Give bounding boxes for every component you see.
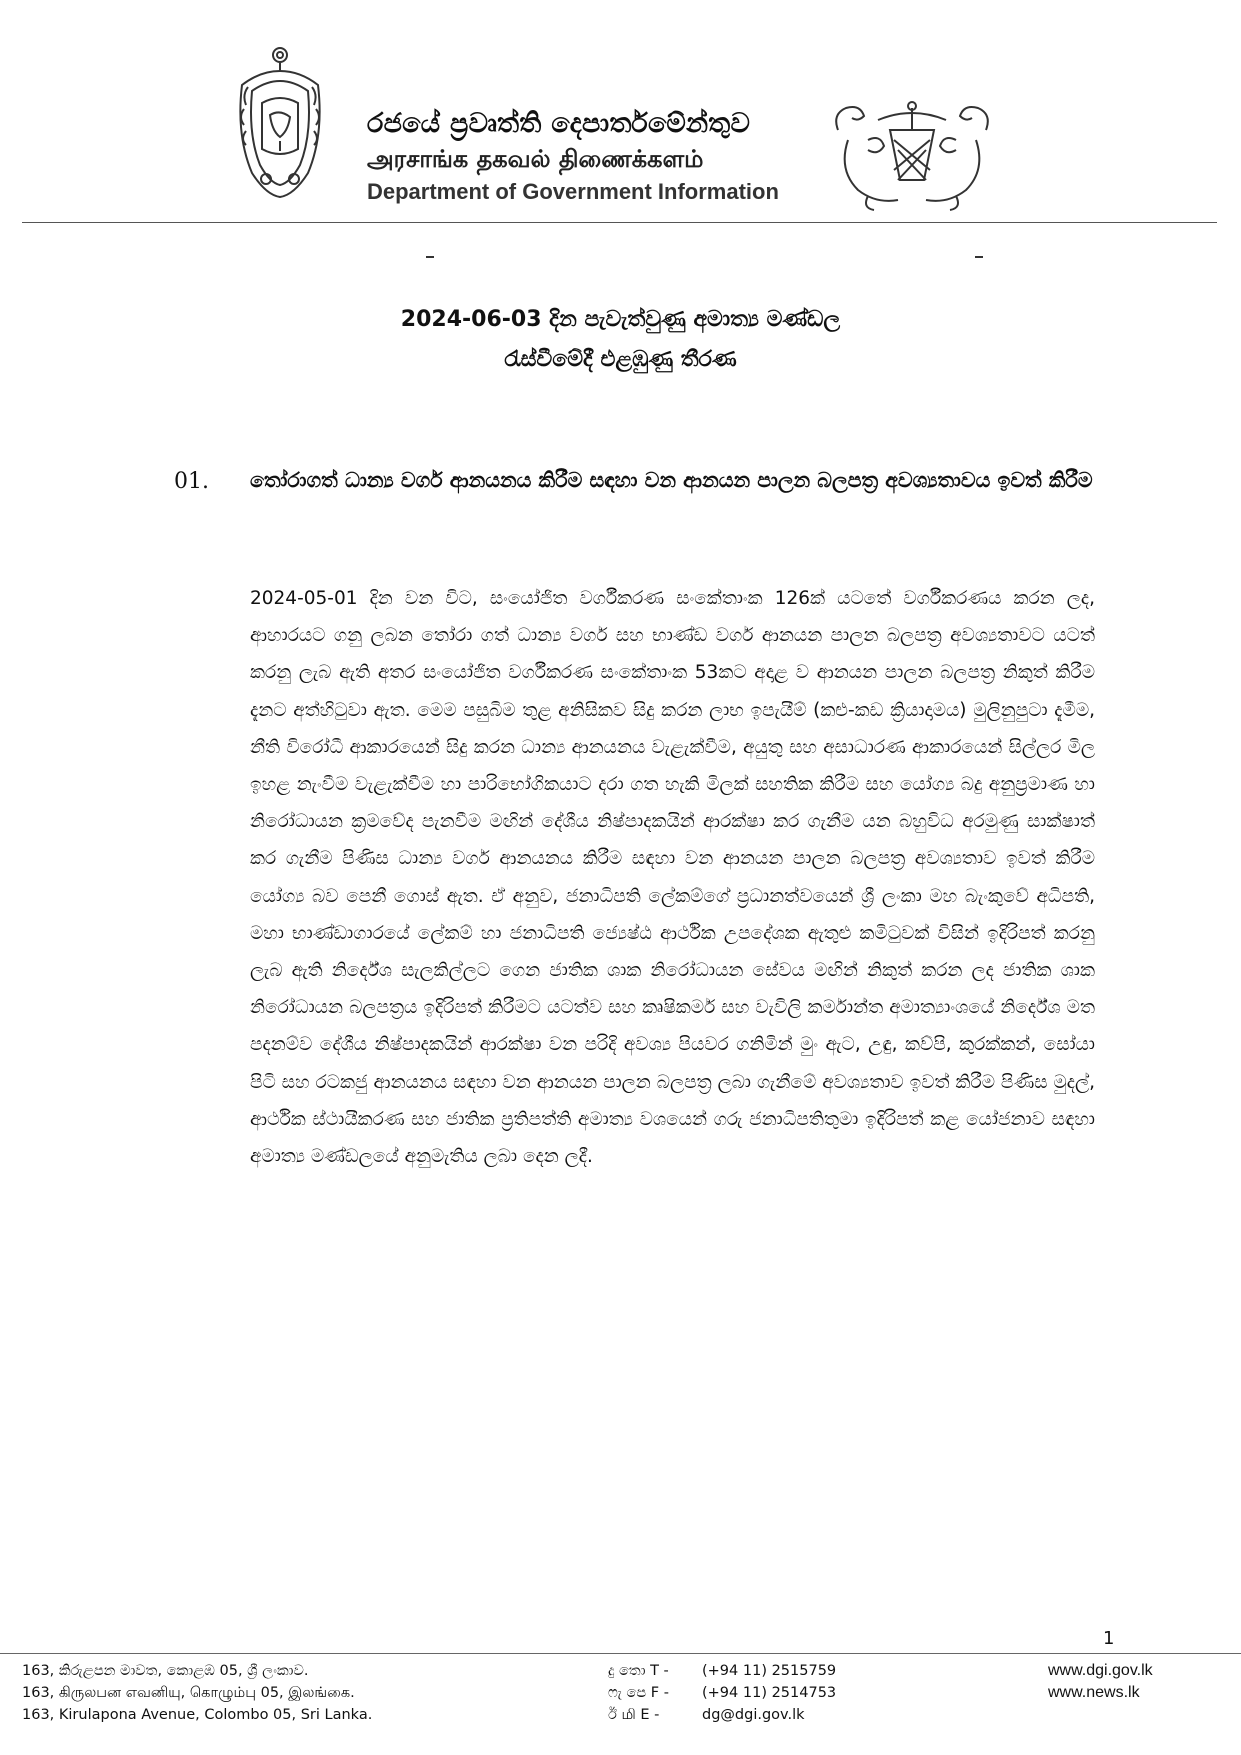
address-tamil: 163, கிருலபன எவனியு, கொழும்பு 05, இலங்கை.: [22, 1685, 355, 1701]
footer-divider: [0, 1653, 1241, 1654]
department-name: [367, 106, 817, 208]
fax-label: ෆැ පෙ F -: [608, 1685, 669, 1701]
footer-address: [22, 1660, 372, 1726]
header-divider: [22, 222, 1217, 223]
phone-number: (+94 11) 2515759: [702, 1663, 837, 1679]
org-name-sinhala: රජයේ ප්‍රවෘත්ති දෙපාර්තමේන්තුව: [367, 108, 751, 139]
footer-contact: [608, 1660, 836, 1726]
item-heading: තෝරාගත් ධාන්‍ය වර්ග ආනයනය කිරීම සඳහා වන ආනයන පාලන බලපත්‍ර අවශ්‍යතාවය ඉවත් කිරීම: [250, 468, 1093, 492]
email-address: dg@dgi.gov.lk: [702, 1707, 805, 1723]
email-row: [608, 1704, 836, 1726]
website-dgi-link[interactable]: www.dgi.gov.lk: [1048, 1662, 1153, 1679]
item-body: 2024-05-01 දින වන විට, සංයෝජිත වර්ගීකරණ සංකේතාංක 126ක් යටතේ වර්ගීකරණය කරන ලද, ආහාරයට ගනු ලබන තෝරා ගත් ධාන්‍ය වර්ග සහ භාණ්ඩ වර්ග ආනයන පාලන බලපත්‍ර අවශ්‍යතාවට යටත් කරනු ලැබ ඇති අතර සංයෝජිත වර්ගීකරණ සංකේතාංක 53කට අදාළ ව ආනයන පාලන බලපත්‍ර නිකුත් කිරීම දැනට අත්හිටුවා ඇත. මෙම පසුබිම තුළ අනිසිකව සිදු කරන ලාභ ඉපැයීම් (කළු-කඩ ක්‍රියාදාමය) මුලිනුපුටා දැමීම, නීති විරෝධී ආකාරයෙන් සිදු කරන ධාන්‍ය ආනයනය වැළැක්වීම, අයුතු සහ අසාධාරණ ආකාරයෙන් සිල්ලර මිල ඉහළ නැංවීම වැළැක්වීම හා පාරිභෝගිකයාට දරා ගත හැකි මිලක් සහතික කිරීම සහ යෝග්‍ය බදු අනුප්‍රමාණ හා නිරෝධායන ක්‍රමවේද පැනවීම මඟින් දේශීය නිෂ්පාදකයින් ආරක්ෂා කර ගැනීම යන බහුවිධ අරමුණු සාක්ෂාත් කර ගැනීම පිණිස ධාන්‍ය වර්ග ආනයනය කිරීම සඳහා වන ආනයන පාලන බලපත්‍ර අවශ්‍යතාව ඉවත් කිරීම යෝග්‍ය බව පෙනී ගොස් ඇත. ඒ අනුව, ජනාධිපති ලේකම්ගේ ප්‍රධානත්වයෙන් ශ්‍රී ලංකා මහ බැංකුවේ අධිපති, මහා භාණ්ඩාගාරයේ ලේකම් හා ජනාධිපති ජ්‍යෙෂ්ඨ ආර්ථික උපදේශක ඇතුළු කමිටුවක් විසින් ඉදිරිපත් කරනු ලැබ ඇති නිර්දේශ සැලකිල්ලට ගෙන ජාතික ශාක නිරෝධායන සේවය මඟින් නිකුත් කරන ලද ජාතික ශාක නිරෝධායන බලපත්‍රය ඉදිරිපත් කිරීමට යටත්ව සහ කෘෂිකර්ම සහ වැවිලි කර්මාන්ත අමාත්‍යාංශයේ නිර්දේශ මත පදනම්ව දේශීය නිෂ්පාදකයින් ආරක්ෂා වන පරිදි අවශ්‍ය පියවර ගනිමින් මුං ඇට, උඳු, කව්පි, කුරක්කන්, සෝයා පිටි සහ රටකජු ආනයනය සඳහා වන ආනයන පාලන බලපත්‍ර ලබා ගැනීමේ අවශ්‍යතාව ඉවත් කිරීම පිණිස මුදල්, ආර්ථික ස්ථායීකරණ සහ ජාතික ප්‍රතිපත්ති අමාත්‍ය වශයෙන් ගරු ජනාධිපතිතුමා ඉදිරිපත් කළ යෝජනාව සඳහා අමාත්‍ය මණ්ඩලයේ අනුමැතිය ලබා දෙන ලදී.: [250, 588, 1095, 1168]
document-title: [0, 300, 1241, 380]
fax-number: (+94 11) 2514753: [702, 1685, 837, 1701]
org-name-english: Department of Government Information: [367, 179, 779, 204]
title-line-1: 2024-06-03 දින පැවැත්වුණු අමාත්‍ය මණ්ඩල: [400, 307, 841, 332]
fax-row: [608, 1682, 836, 1704]
address-sinhala: 163, කිරුළපන මාවත, කොළඹ 05, ශ්‍රී ලංකාව.: [22, 1663, 309, 1679]
kandyan-ornament-icon: [828, 100, 996, 212]
website-news-link[interactable]: www.news.lk: [1048, 1684, 1140, 1701]
letterhead: [0, 0, 1241, 228]
address-english: 163, Kirulapona Avenue, Colombo 05, Sri Lanka.: [22, 1707, 373, 1723]
title-line-2: රැස්වීමේදී එළඹුණු තීරණ: [504, 347, 737, 372]
divider-dash: [975, 256, 983, 258]
sri-lanka-emblem-icon: [222, 45, 338, 205]
page-number: 1: [1103, 1628, 1115, 1649]
phone-row: [608, 1660, 836, 1682]
phone-label: දු තො T -: [608, 1663, 669, 1679]
email-label: ඊ மி E -: [608, 1707, 660, 1723]
item-number: 01.: [174, 469, 209, 494]
org-name-tamil: அரசாங்க தகவல் திணைக்களம்: [367, 145, 704, 173]
footer-websites: [1048, 1660, 1153, 1704]
divider-dash: [426, 256, 434, 258]
